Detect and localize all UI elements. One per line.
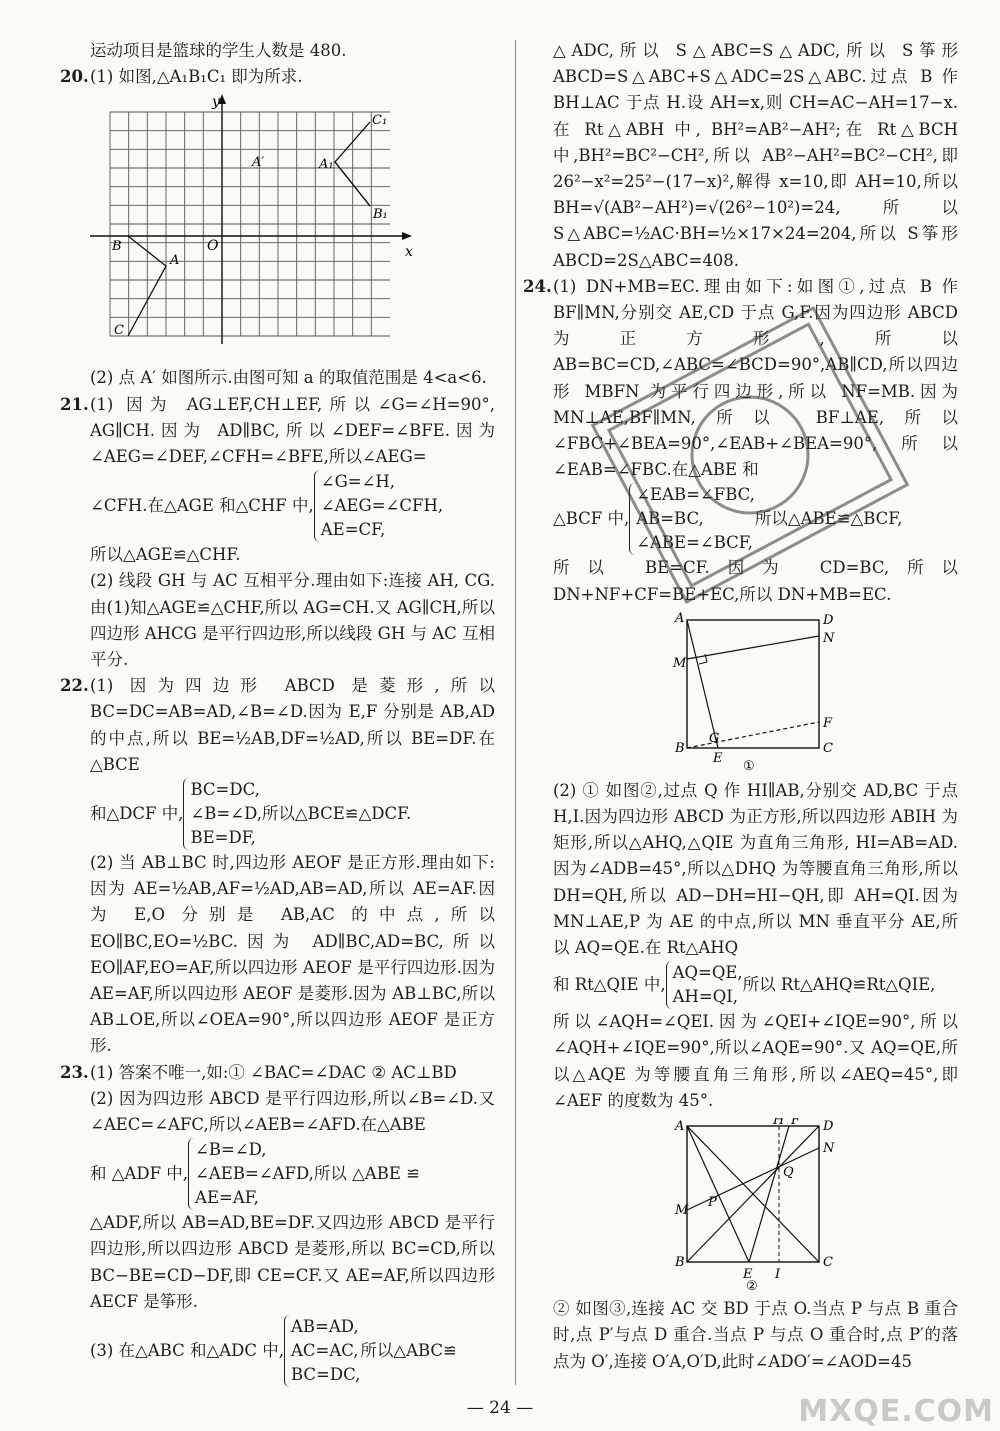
answer-text: △BCF 中, xyxy=(553,509,630,529)
label-a: A xyxy=(675,611,685,626)
page-number: — 24 — xyxy=(466,1398,534,1418)
question-number: 21. xyxy=(60,394,89,414)
question-number: 23. xyxy=(60,1062,89,1082)
question-number: 22. xyxy=(60,676,89,696)
equation-system xyxy=(666,961,743,1009)
stamp-graphic xyxy=(585,300,915,610)
answer-text: 所以∠AQH=∠QEI.因为∠QEI+∠IQE=90°,所以∠AQH+∠IQE=90°,所以∠AQE=90°.又 AQ=QE,所以△AQE 为等腰直角三角形,所以∠AEQ=45°,即∠AEF 的度数为 45°. xyxy=(553,1012,958,1110)
point-a-label: A xyxy=(170,253,180,269)
label-e: E xyxy=(743,1267,753,1283)
equation: BE=DF, xyxy=(190,828,256,848)
equation: AQ=QE, xyxy=(672,963,743,983)
answer-text: (2) 因为四边形 ABCD 是平行四边形,所以∠B=∠D.又∠AEC=∠AFC,所以∠AEB=∠AFD.在△ABE xyxy=(90,1088,495,1135)
equation: AC=AC, xyxy=(290,1341,359,1361)
answer-text: 所以△ABC≌ xyxy=(360,1340,457,1360)
label-d: D xyxy=(823,1119,834,1135)
equation: ∠B=∠D, xyxy=(195,1140,267,1160)
origin-label: O xyxy=(207,238,219,255)
answer-text: 和 Rt△QIE 中, xyxy=(553,975,666,995)
equation-system xyxy=(284,1315,360,1387)
left-column xyxy=(60,38,495,1387)
label-m: M xyxy=(675,1203,689,1219)
equation: AB=BC, xyxy=(636,509,704,529)
equation: ∠EAB=∠FBC, xyxy=(636,485,755,505)
figure-2-caption: ② xyxy=(746,1279,758,1291)
label-m: M xyxy=(673,655,687,671)
label-i: I xyxy=(775,1267,781,1283)
answer-text: (3) 在△ABC 和△ADC 中, xyxy=(90,1340,284,1360)
equation: ∠ABE=∠BCF, xyxy=(636,533,753,553)
equation: AB=AD, xyxy=(290,1317,359,1337)
answer-text: ∠CFH.在△AGE 和△CHF 中, xyxy=(90,496,314,516)
coordinate-grid xyxy=(90,94,420,359)
label-b: B xyxy=(675,740,685,756)
equation: AE=AF, xyxy=(195,1188,259,1208)
answer-text: 所以 △ABE ≌ xyxy=(313,1164,420,1184)
equation: ∠G=∠H, xyxy=(320,472,396,492)
label-a: A xyxy=(675,1119,685,1135)
answer-text: (2) 线段 GH 与 AC 互相平分.理由如下:连接 AH, CG.由(1)知△AGE≌△CHF,所以 AG=CH.又 AG∥CH,所以四边形 AHCG 是平行四边形,所以线段 GH 与 AC 互相平分. xyxy=(90,571,495,670)
label-n: N xyxy=(823,1141,835,1157)
answer-text: △ADF,所以 AB=AD,BE=DF.又四边形 ABCD 是平行四边形,所以四边形 ABCD 是菱形,所以 BC=CD,所以 BC−BE=CD−DF,即 CE=CF.又 AE=AF,所以四边形 AECF 是筝形. xyxy=(90,1213,495,1311)
equation-system-row xyxy=(90,778,495,850)
equation-system xyxy=(183,778,262,850)
answer-text: 所以△AGE≌△CHF. xyxy=(90,545,241,565)
equation: AH=QI, xyxy=(672,987,738,1007)
equation: ∠AEG=∠CFH, xyxy=(320,496,444,516)
equation: BC=DC, xyxy=(190,780,260,800)
label-p: P xyxy=(708,1195,717,1211)
point-c-label: C xyxy=(114,323,124,339)
square-figure-1 xyxy=(553,612,958,772)
equation-system-row xyxy=(90,470,495,542)
coordinate-grid-figure xyxy=(90,94,495,359)
answer-text: 所以△BCE≌△DCF. xyxy=(261,803,412,823)
right-column xyxy=(523,38,958,1375)
label-f: F xyxy=(823,715,833,731)
label-c: C xyxy=(823,740,833,756)
answer-text: (1) 因为 AG⊥EF,CH⊥EF,所以∠G=∠H=90°, AG∥CH.因为 AD∥BC,所以∠DEF=∠BFE.因为∠AEG=∠DEF,∠CFH=∠BFE,所以∠AEG= xyxy=(90,394,495,467)
answer-text: (1) 如图,△A₁B₁C₁ 即为所求. xyxy=(90,67,303,87)
column-divider xyxy=(515,40,516,1385)
equation: ∠B=∠D, xyxy=(190,804,262,824)
answer-text: (1) 答案不唯一,如:① ∠BAC=∠DAC ② AC⊥BD xyxy=(90,1062,457,1082)
equation: AE=CF, xyxy=(320,520,386,540)
equation: BC=DC, xyxy=(290,1365,361,1385)
point-b1-label: B₁ xyxy=(373,207,388,223)
label-q: Q xyxy=(783,1165,794,1181)
figure-2 xyxy=(553,1118,958,1290)
figure-1 xyxy=(553,612,958,772)
answer-text: 和△DCF 中, xyxy=(90,803,184,823)
point-a1-label: A₁ xyxy=(319,157,334,173)
question-number: 24. xyxy=(523,276,552,296)
label-h: H xyxy=(773,1118,785,1129)
y-axis-label: y xyxy=(212,94,220,111)
point-b-label: B xyxy=(112,239,122,255)
equation: ∠AEB=∠AFD, xyxy=(195,1164,314,1184)
answer-text: (1) 因为四边形 ABCD 是菱形,所以 BC=DC=AB=AD,∠B=∠D.因为 E,F 分别是 AB,AD 的中点,所以 BE=½AB,DF=½AD,所以 BE=DF.在△BCE xyxy=(90,676,495,774)
x-axis-label: x xyxy=(405,244,413,261)
label-n: N xyxy=(823,630,835,646)
question-number: 20. xyxy=(60,67,89,87)
equation-system-row xyxy=(553,961,958,1009)
label-c: C xyxy=(823,1255,833,1271)
figure-1-caption: ① xyxy=(743,758,755,772)
point-a-prime-label: A′ xyxy=(252,155,265,171)
watermark: MXQE.COM xyxy=(798,1394,994,1429)
answer-text: ② 如图③,连接 AC 交 BD 于点 O.当点 P 与点 B 重合时,点 P′与点 D 重合.当点 P 与点 O 重合时,点 P′的落点为 O′,连接 O′A,O′D,此时∠ADO′=∠AOD=45 xyxy=(553,1299,958,1371)
equation-system-row xyxy=(90,1315,495,1387)
answer-text: 所以 BE=CF.因为 CD=BC,所以 DN+NF+CF=BE+EC,所以 DN+MB=EC. xyxy=(553,558,958,604)
answer-text: 和 △ADF 中, xyxy=(90,1164,189,1184)
label-g: G xyxy=(709,730,720,746)
answer-text: △ADC,所以 S△ABC=S△ADC,所以 S筝形ABCD=S△ABC+S△ADC=2S△ABC.过点 B 作 BH⊥AC 于点 H.设 AH=x,则 CH=AC−AH=17−x.在 Rt△ABH 中, BH²=AB²−AH²;在 Rt△BCH 中,BH²=BC²−CH²,所以 AB²−AH²=BC²−CH²,即 26²−x²=25²−(17−x)²,解得 x=10,即 AH=10,所以 BH=√(AB²−AH²)=√(26²−10²)=24,所以 S△ABC=½AC·BH=½×17×24=204,所以 S筝形ABCD=2S△ABC=408. xyxy=(553,41,958,270)
label-f: F xyxy=(791,1118,801,1129)
answer-text: 所以△ABE≌△BCF, xyxy=(754,509,903,529)
label-b: B xyxy=(675,1255,685,1271)
square-figure-2 xyxy=(553,1118,958,1290)
equation-system xyxy=(314,470,443,542)
label-e: E xyxy=(713,750,723,766)
equation-system-row xyxy=(90,1138,495,1210)
text-line: 运动项目是篮球的学生人数是 480. xyxy=(90,41,347,60)
equation-system xyxy=(188,1138,314,1210)
point-c1-label: C₁ xyxy=(372,113,388,129)
answer-text: (2) 当 AB⊥BC 时,四边形 AEOF 是正方形.理由如下:因为 AE=½AB,AF=½AD,AB=AD,所以 AE=AF.因为 E,O 分别是 AB,AC 的中点,所以 EO∥BC,EO=½BC.因为 AD∥BC,AD=BC,所以 EO∥AF,EO=AF,所以四边形 AEOF 是平行四边形.因为 AE=AF,所以四边形 AEOF 是菱形.因为 AB⊥BC,所以 AB⊥OE,所以∠OEA=90°,所以四边形 AEOF 是正方形. xyxy=(90,853,495,1056)
answer-text: (2) ① 如图②,过点 Q 作 HI∥AB,分别交 AD,BC 于点 H,I.因为四边形 ABCD 为正方形,所以四边形 ABIH 为矩形,所以△AHQ,△QIE 为直角三角形, HI=AB=AD.因为∠ADB=45°,所以△DHQ 为等腰直角三角形,所以 DH=QH,所以 AD−DH=HI−QH,即 AH=QI.因为 MN⊥AE,P 为 AE 的中点,所以 MN 垂直平分 AE,所以 AQ=QE.在 Rt△AHQ xyxy=(553,780,958,958)
label-d: D xyxy=(823,612,834,628)
answer-text: (1) DN+MB=EC.理由如下:如图①,过点 B 作 BF∥MN,分别交 AE,CD 于点 G,F.因为四边形 ABCD 为正方形,所以 AB=BC=CD,∠ABC=∠BCD=90°,AB∥CD,所以四边形 MBFN 为平行四边形,所以 NF=MB.因为 MN⊥AE,BF∥MN,所以 BF⊥AE,所以∠FBC+∠BEA=90°,∠EAB+∠BEA=90°,所以∠EAB=∠FBC.在△ABE 和 xyxy=(553,276,958,480)
answer-text: 所以 Rt△AHQ≌Rt△QIE, xyxy=(742,975,936,995)
answer-text: (2) 点 A′ 如图所示.由图可知 a 的取值范围是 4<a<6. xyxy=(90,368,487,388)
